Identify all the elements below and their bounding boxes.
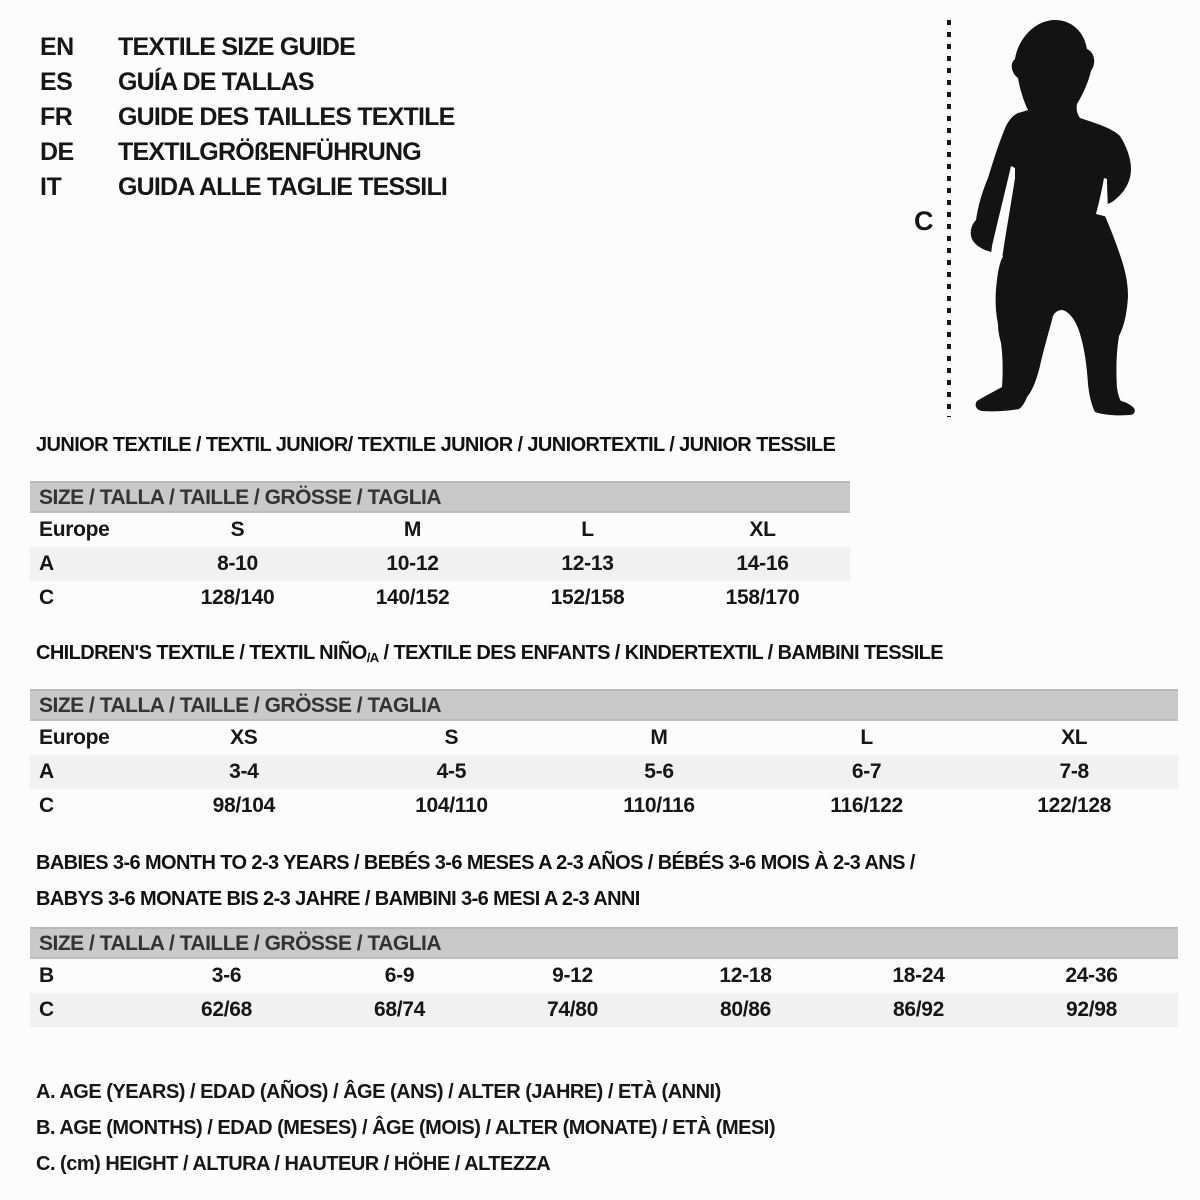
table-cell: XS	[230, 726, 258, 749]
table-row	[30, 721, 1178, 755]
row-label: Europe	[39, 726, 110, 749]
guide-title-en: TEXTILE SIZE GUIDE	[118, 33, 356, 61]
table-cell: 140/152	[375, 586, 450, 609]
row-label: B	[39, 964, 54, 987]
legend-height-cm: C. (cm) HEIGHT / ALTURA / HAUTEUR / HÖHE / ALTEZZA	[36, 1153, 551, 1175]
babies-section-title	[36, 845, 915, 917]
table-cell: S	[444, 726, 459, 749]
table-cell: L	[581, 518, 594, 541]
table-cell: 116/122	[830, 794, 903, 817]
junior-section-title: JUNIOR TEXTILE / TEXTIL JUNIOR/ TEXTILE JUNIOR / JUNIORTEXTIL / JUNIOR TESSILE	[36, 434, 836, 456]
language-row	[40, 135, 455, 170]
table-cell: 8-10	[217, 552, 258, 575]
row-label: C	[39, 998, 54, 1021]
table-cell: 110/116	[623, 794, 695, 817]
table-cell: 6-7	[851, 760, 882, 783]
legend-age-years: A. AGE (YEARS) / EDAD (AÑOS) / ÂGE (ANS) / ALTER (JAHRE) / ETÀ (ANNI)	[36, 1081, 721, 1103]
junior-size-table	[30, 513, 850, 615]
row-label: C	[39, 794, 54, 817]
children-title-text: CHILDREN'S TEXTILE / TEXTIL NIÑO	[36, 642, 367, 664]
table-cell: 6-9	[384, 964, 415, 987]
language-code: EN	[40, 33, 74, 61]
table-cell: 152/158	[550, 586, 625, 609]
children-section-title	[36, 642, 943, 665]
guide-title-es: GUÍA DE TALLAS	[118, 68, 314, 96]
row-label: A	[39, 760, 54, 783]
table-cell: M	[403, 518, 422, 541]
table-cell: 158/170	[725, 586, 800, 609]
language-row	[40, 170, 455, 205]
table-cell: 68/74	[373, 998, 426, 1021]
table-cell: 122/128	[1037, 794, 1112, 817]
language-row	[40, 100, 455, 135]
table-cell: 128/140	[200, 586, 275, 609]
table-row	[30, 959, 1178, 993]
table-cell: 9-12	[552, 964, 593, 987]
guide-title-de: TEXTILGRÖßENFÜHRUNG	[118, 138, 421, 166]
legend-age-months: B. AGE (MONTHS) / EDAD (MESES) / ÂGE (MOIS) / ALTER (MONATE) / ETÀ (MESI)	[36, 1117, 776, 1139]
children-size-table	[30, 721, 1178, 823]
babies-title-line2: BABYS 3-6 MONATE BIS 2-3 JAHRE / BAMBINI 3-6 MESI A 2-3 ANNI	[36, 888, 640, 910]
junior-size-header-bar: SIZE / TALLA / TAILLE / GRÖSSE / TAGLIA	[30, 481, 850, 513]
table-cell: M	[650, 726, 668, 749]
table-cell: 74/80	[546, 998, 599, 1021]
table-cell: 62/68	[200, 998, 253, 1021]
table-cell: 7-8	[1059, 760, 1089, 783]
language-code: FR	[40, 103, 73, 131]
table-cell: XL	[749, 518, 776, 541]
children-size-header-bar: SIZE / TALLA / TAILLE / GRÖSSE / TAGLIA	[30, 689, 1178, 721]
table-row	[30, 789, 1178, 823]
guide-title-it: GUIDA ALLE TAGLIE TESSILI	[118, 173, 448, 201]
row-label: A	[39, 552, 54, 575]
table-cell: 12-13	[561, 552, 614, 575]
table-cell: 24-36	[1065, 964, 1118, 987]
table-cell: 86/92	[892, 998, 945, 1021]
table-cell: 12-18	[719, 964, 772, 987]
language-code: ES	[40, 68, 73, 96]
guide-title-fr: GUIDE DES TAILLES TEXTILE	[118, 103, 455, 131]
table-cell: 3-4	[229, 760, 259, 783]
table-cell: 18-24	[892, 964, 945, 987]
table-cell: 5-6	[644, 760, 674, 783]
table-cell: 4-5	[436, 760, 467, 783]
table-cell: 10-12	[386, 552, 439, 575]
height-measure-dashed-line	[947, 20, 951, 417]
language-title-list	[40, 30, 455, 205]
table-cell: XL	[1061, 726, 1088, 749]
measure-legend	[36, 1074, 775, 1182]
children-title-text: / TEXTILE DES ENFANTS / KINDERTEXTIL / BAMBINI TESSILE	[378, 642, 944, 664]
babies-size-table	[30, 959, 1178, 1027]
babies-size-header-bar: SIZE / TALLA / TAILLE / GRÖSSE / TAGLIA	[30, 927, 1178, 959]
table-row	[30, 581, 850, 615]
table-cell: S	[230, 518, 245, 541]
table-row	[30, 547, 850, 581]
row-label: C	[39, 586, 54, 609]
language-code: IT	[40, 173, 62, 201]
children-title-sub: /A	[366, 650, 379, 665]
table-cell: 3-6	[211, 964, 242, 987]
babies-title-line1: BABIES 3-6 MONTH TO 2-3 YEARS / BEBÉS 3-6 MESES A 2-3 AÑOS / BÉBÉS 3-6 MOIS À 2-3 ANS /	[36, 852, 915, 874]
table-cell: 98/104	[212, 794, 276, 817]
table-cell: L	[860, 726, 873, 749]
table-cell: 92/98	[1065, 998, 1118, 1021]
height-measure-label: C	[914, 206, 934, 236]
row-label: Europe	[39, 518, 110, 541]
language-row	[40, 65, 455, 100]
toddler-silhouette-icon	[967, 18, 1137, 418]
table-row	[30, 993, 1178, 1027]
table-cell: 80/86	[719, 998, 772, 1021]
language-row	[40, 30, 455, 65]
table-cell: 14-16	[736, 552, 789, 575]
table-row	[30, 513, 850, 547]
table-cell: 104/110	[415, 794, 488, 817]
table-row	[30, 755, 1178, 789]
language-code: DE	[40, 138, 74, 166]
